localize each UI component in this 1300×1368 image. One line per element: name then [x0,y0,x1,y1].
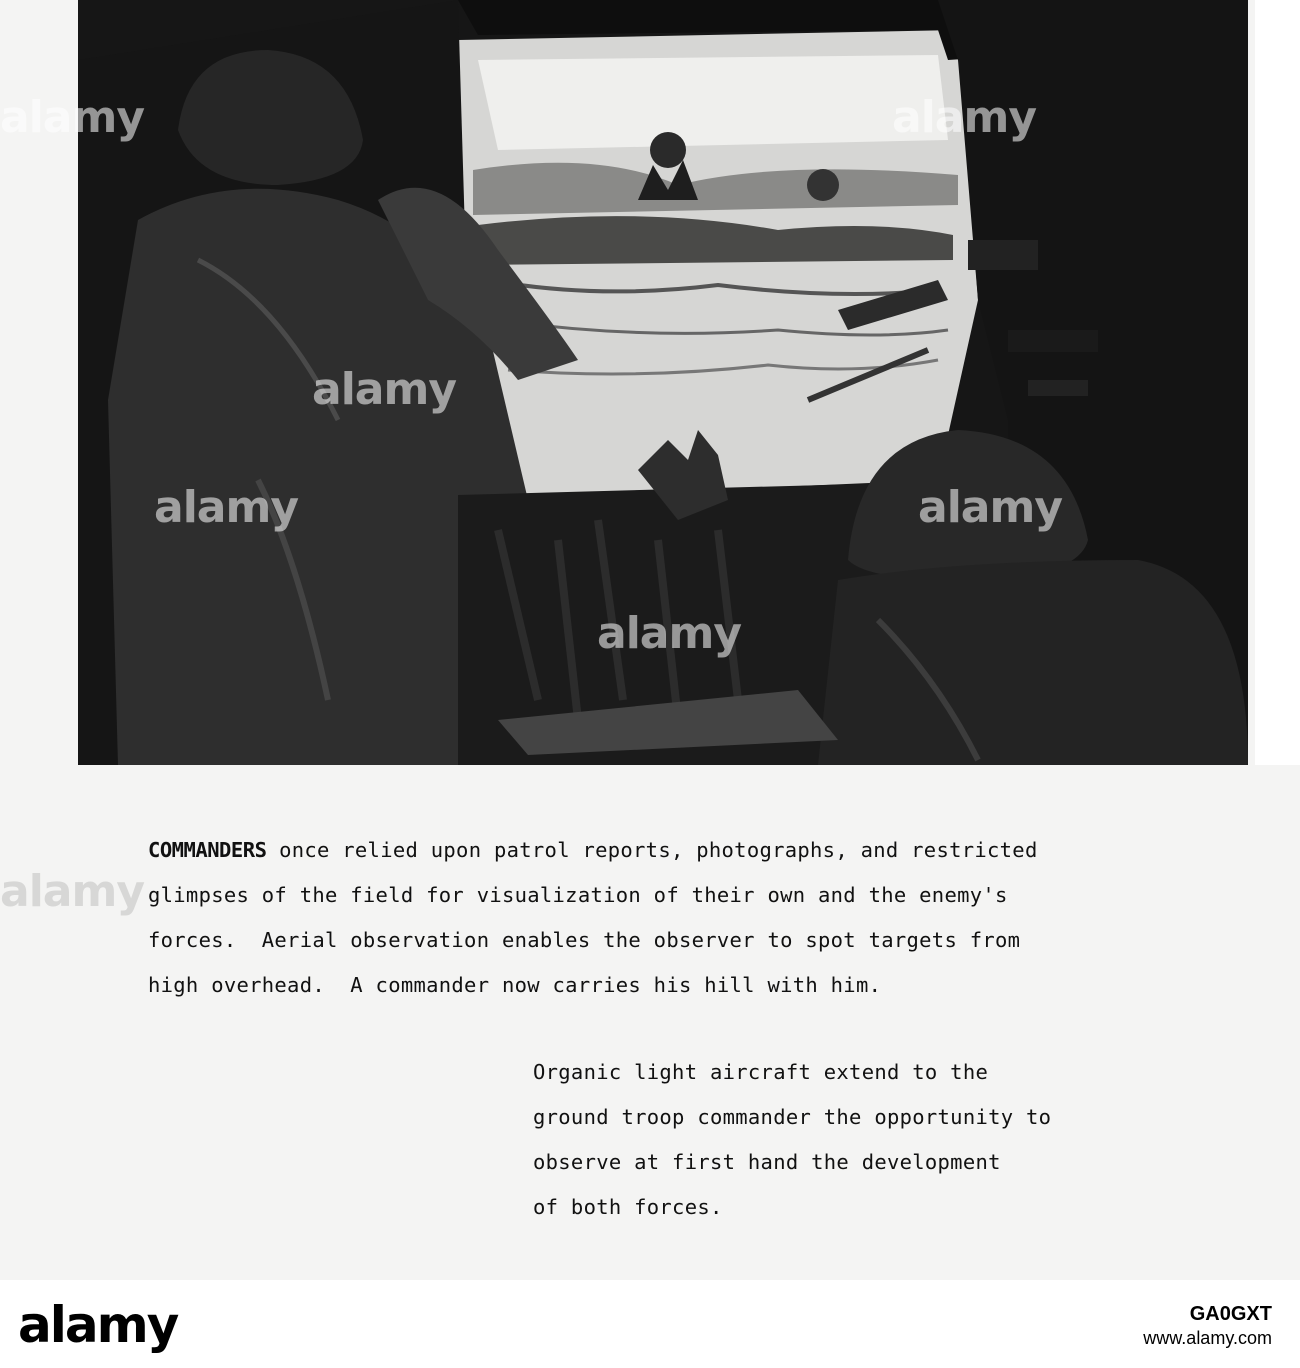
watermark-text: alamy [312,364,456,415]
paragraph-line: Organic light aircraft extend to the [533,1060,989,1084]
paragraph-line: of both forces. [533,1195,723,1219]
paragraph-line: forces. Aerial observation enables the observer to spot targets from [148,928,1021,952]
watermark-text: alamy [597,608,741,659]
watermark-text: alamy [0,92,144,143]
paragraph-commanders [148,828,1038,1008]
paragraph-line: ground troop commander the opportunity to [533,1105,1052,1129]
stock-footer [0,1280,1300,1368]
watermark-text: alamy [154,482,298,533]
image-id: GA0GXT [1189,1303,1272,1325]
paragraph-line: glimpses of the field for visualization of their own and the enemy's [148,883,1008,907]
paragraph-line: observe at first hand the development [533,1150,1001,1174]
footer-meta [1143,1302,1272,1350]
watermark-text: alamy [892,92,1036,143]
page-edge [1255,0,1300,765]
alamy-logo: alamy [18,1296,178,1354]
paragraph-line: high overhead. A commander now carries his hill with him. [148,973,882,997]
paragraph-organic-aircraft [533,1050,1051,1230]
paragraph-line: once relied upon patrol reports, photographs, and restricted [266,838,1038,862]
watermark-text: alamy [918,482,1062,533]
paragraph-lead-word: COMMANDERS [148,838,267,862]
watermark-text: alamy [0,866,144,917]
site-url: www.alamy.com [1143,1328,1272,1348]
